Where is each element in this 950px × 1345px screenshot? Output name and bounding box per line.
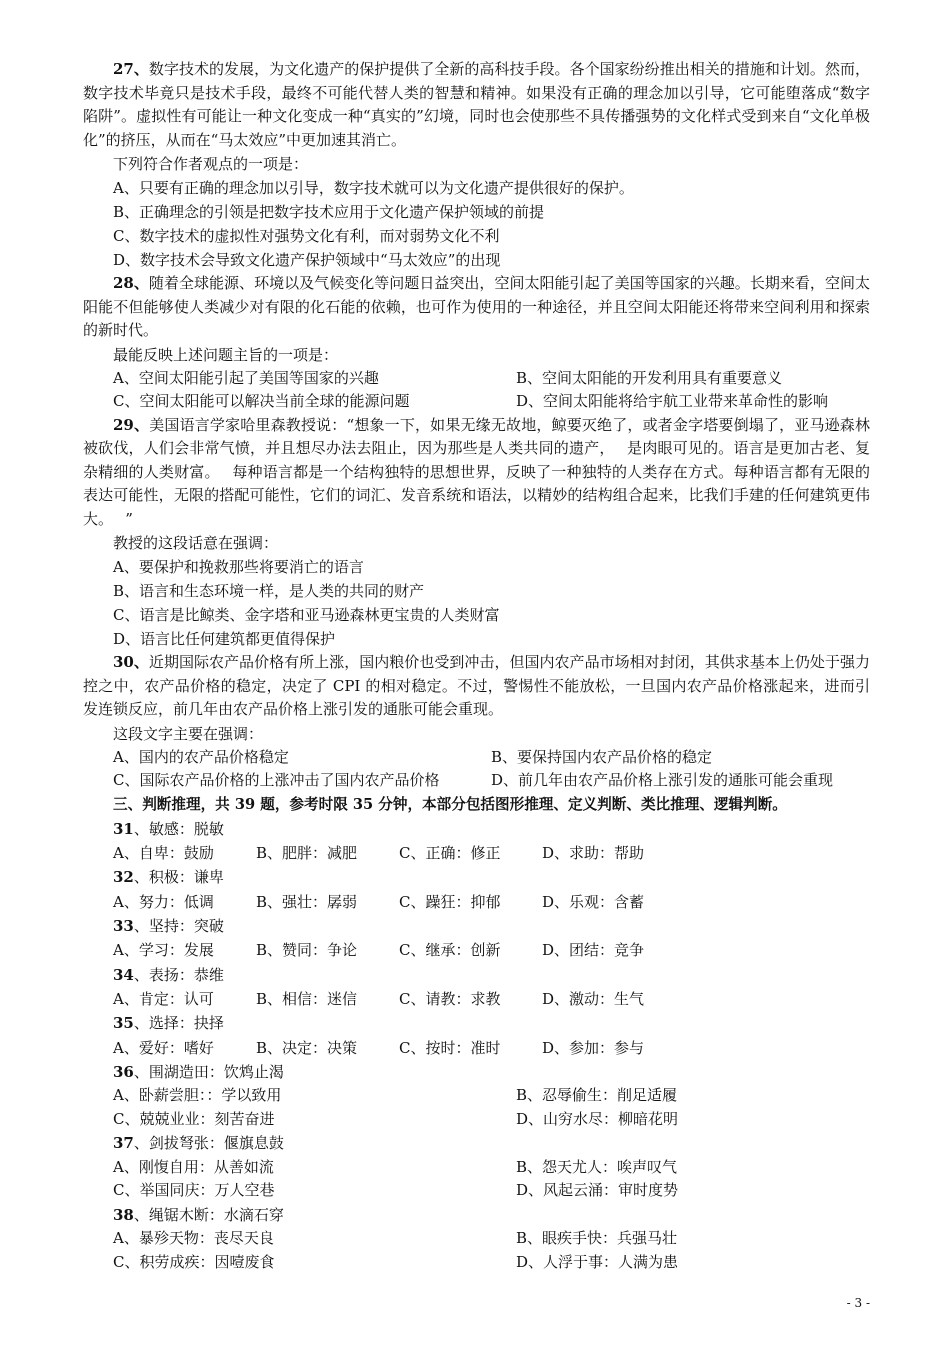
stem-text: 、选择：抉择 [133, 1014, 224, 1033]
option-b: B、忍辱偷生：削足适履 [516, 1086, 678, 1105]
option-d: D、风起云涌：审时度势 [516, 1181, 679, 1200]
options-row [83, 1251, 870, 1275]
option-a: A、只要有正确的理念加以引导，数字技术就可以为文化遗产提供很好的保护。 [113, 179, 634, 197]
option-a: A、要保护和挽救那些将要消亡的语言 [113, 558, 364, 577]
option-b: B、强壮：孱弱 [256, 892, 358, 911]
option-d: D、参加：参与 [542, 1038, 645, 1057]
options-row [83, 1156, 870, 1180]
options-row [83, 890, 870, 914]
option-d: D、乐观：含蓄 [542, 892, 645, 911]
option-b: B、空间太阳能的开发利用具有重要意义 [516, 368, 783, 387]
options-row [83, 746, 870, 770]
question-27-passage [83, 58, 870, 152]
option-c: C、国际农产品价格的上涨冲击了国内农产品价格 [113, 771, 440, 790]
question-38-stem [83, 1203, 870, 1227]
option-d: D、山穷水尽：柳暗花明 [516, 1109, 679, 1128]
option-c: C、按时：准时 [399, 1038, 501, 1057]
option-c: C、举国同庆：万人空巷 [113, 1181, 275, 1200]
option-c: C、继承：创新 [399, 941, 501, 960]
option-d: D、求助：帮助 [542, 844, 645, 863]
options-row [83, 1227, 870, 1251]
option-a: A、暴殄天物：丧尽天良 [113, 1229, 274, 1248]
options-row [83, 390, 870, 414]
option-c: C、兢兢业业：刻苦奋进 [113, 1109, 275, 1128]
exam-page [83, 58, 870, 1274]
passage-text: 数字技术的发展，为文化遗产的保护提供了全新的高科技手段。各个国家纷纷推出相关的措施和计划。然而，数字技术毕竟只是技术手段，最终不可能代替人类的智慧和精神。如果没有正确的理念加以引导，它可能堕落成“数字陷阱”。虚拟性有可能让一种文化变成一种“真实的”幻境，同时也会使那些不具传播强势的文化样式受到来自“文化单极化”的挤压，从而在“马太效应”中更加速其消亡。 [83, 60, 870, 149]
option-b: B、肥胖：减肥 [256, 844, 358, 863]
question-31-stem [83, 817, 870, 841]
option-a: A、自卑：鼓励 [113, 844, 214, 863]
option-a: A、肯定：认可 [113, 989, 214, 1008]
stem-text: 、敏感：脱敏 [133, 819, 224, 838]
option-c: C、积劳成疾：因噎废食 [113, 1252, 275, 1271]
question-35-stem [83, 1011, 870, 1035]
question-number: 31 [113, 819, 134, 838]
question-32-stem [83, 865, 870, 889]
options-row [83, 1036, 870, 1060]
question-37-stem [83, 1131, 870, 1155]
option-b: B、赞同：争论 [256, 941, 358, 960]
question-28-passage [83, 272, 870, 343]
question-prompt: 最能反映上述问题主旨的一项是： [113, 345, 339, 364]
question-number: 32 [113, 868, 134, 887]
question-34-stem [83, 963, 870, 987]
question-number: 28、 [113, 274, 149, 292]
option-c: C、空间太阳能可以解决当前全球的能源问题 [113, 392, 410, 411]
options-row [83, 987, 870, 1011]
question-number: 29、 [113, 415, 150, 434]
option-b: B、正确理念的引领是把数字技术应用于文化遗产保护领域的前提 [113, 203, 545, 221]
question-prompt: 下列符合作者观点的一项是： [113, 155, 309, 173]
option-a: A、学习：发展 [113, 941, 214, 960]
question-36-stem [83, 1060, 870, 1084]
section-heading: 三、判断推理，共 39 题，参考时限 35 分钟，本部分包括图形推理、定义判断、类比推理、逻辑判断。 [113, 795, 787, 813]
question-number: 38 [113, 1205, 134, 1224]
stem-text: 、剑拔弩张：偃旗息鼓 [133, 1134, 284, 1153]
passage-text: 近期国际农产品价格有所上涨，国内粮价也受到冲击，但国内农产品市场相对封闭，其供求基本上仍处于强力控之中，农产品价格的稳定，决定了 CPI 的相对稳定。不过，警惕性不能放松，一旦国内农产品价格涨起来，进而引发连锁反应，前几年由农产品价格上涨引发的通胀可能会重现。 [83, 653, 870, 719]
option-c: C、正确：修正 [399, 844, 501, 863]
question-number: 33 [113, 917, 134, 936]
stem-text: 、围湖造田：饮鸩止渴 [133, 1062, 284, 1081]
option-b: B、眼疾手快：兵强马壮 [516, 1229, 678, 1248]
stem-text: 、表扬：恭维 [133, 965, 224, 984]
options-row [83, 938, 870, 962]
option-c: C、语言是比鲸类、金字塔和亚马逊森林更宝贵的人类财富 [113, 606, 500, 625]
passage-text: 美国语言学家哈里森教授说：“想象一下，如果无缘无故地，鲸要灭绝了，或者金字塔要倒塌了，亚马逊森林被砍伐，人们会非常气愤，并且想尽办法去阻止，因为那些是人类共同的遗产， 是肉眼可见的。语言是更加古老、复杂精细的人类财富。 每种语言都是一个结构独特的思想世界，反映了一种独特的人类存在方式。每种语言都有无限的表达可能性，无限的搭配可能性，它们的词汇、发音系统和语法，以精妙的结构组合起来，比我们手建的任何建筑更伟大。 ” [83, 415, 870, 528]
stem-text: 、绳锯木断：水滴石穿 [133, 1205, 284, 1224]
options-row [83, 1108, 870, 1132]
option-d: D、前几年由农产品价格上涨引发的通胀可能会重现 [491, 771, 834, 790]
stem-text: 、积极：谦卑 [133, 868, 224, 887]
option-d: D、激动：生气 [542, 989, 645, 1008]
option-d: D、团结：竞争 [542, 941, 645, 960]
options-row [83, 1179, 870, 1203]
question-number: 34 [113, 965, 134, 984]
question-29-passage [83, 414, 870, 532]
option-d: D、语言比任何建筑都更值得保护 [113, 630, 336, 649]
option-b: B、语言和生态环境一样，是人类的共同的财产 [113, 582, 425, 601]
question-number: 37 [113, 1134, 134, 1153]
page-number: - 3 - [846, 1296, 870, 1310]
question-30-passage [83, 651, 870, 722]
option-b: B、怨天尤人：唉声叹气 [516, 1157, 678, 1176]
option-b: B、要保持国内农产品价格的稳定 [491, 747, 713, 766]
option-a: A、努力：低调 [113, 892, 214, 911]
options-row [83, 367, 870, 391]
options-row [83, 1084, 870, 1108]
passage-text: 随着全球能源、环境以及气候变化等问题日益突出，空间太阳能引起了美国等国家的兴趣。长期来看，空间太阳能不但能够使人类减少对有限的化石能的依赖，也可作为使用的一种途径，并且空间太阳能还将带来空间利用和探索的新时代。 [83, 274, 870, 339]
question-33-stem [83, 914, 870, 938]
option-a: A、卧薪尝胆：：学以致用 [113, 1086, 282, 1105]
option-d: D、空间太阳能将给宇航工业带来革命性的影响 [516, 392, 829, 411]
question-number: 35 [113, 1014, 134, 1033]
question-prompt: 这段文字主要在强调： [113, 724, 264, 743]
option-c: C、躁狂：抑郁 [399, 892, 501, 911]
options-row [83, 769, 870, 793]
option-c: C、数字技术的虚拟性对强势文化有利，而对弱势文化不利 [113, 227, 500, 245]
stem-text: 、坚持：突破 [133, 917, 224, 936]
option-b: B、相信：迷信 [256, 989, 358, 1008]
option-c: C、请教：求教 [399, 989, 501, 1008]
option-d: D、数字技术会导致文化遗产保护领域中“马太效应”的出现 [113, 251, 501, 269]
option-a: A、国内的农产品价格稳定 [113, 747, 289, 766]
option-b: B、决定：决策 [256, 1038, 358, 1057]
options-row [83, 841, 870, 865]
question-prompt: 教授的这段话意在强调： [113, 534, 279, 553]
question-number: 27、 [113, 60, 149, 78]
option-d: D、人浮于事：人满为患 [516, 1252, 679, 1271]
option-a: A、空间太阳能引起了美国等国家的兴趣 [113, 368, 379, 387]
question-number: 36 [113, 1062, 134, 1081]
option-a: A、刚愎自用：从善如流 [113, 1157, 274, 1176]
question-number: 30、 [113, 653, 149, 672]
option-a: A、爱好：嗜好 [113, 1038, 214, 1057]
